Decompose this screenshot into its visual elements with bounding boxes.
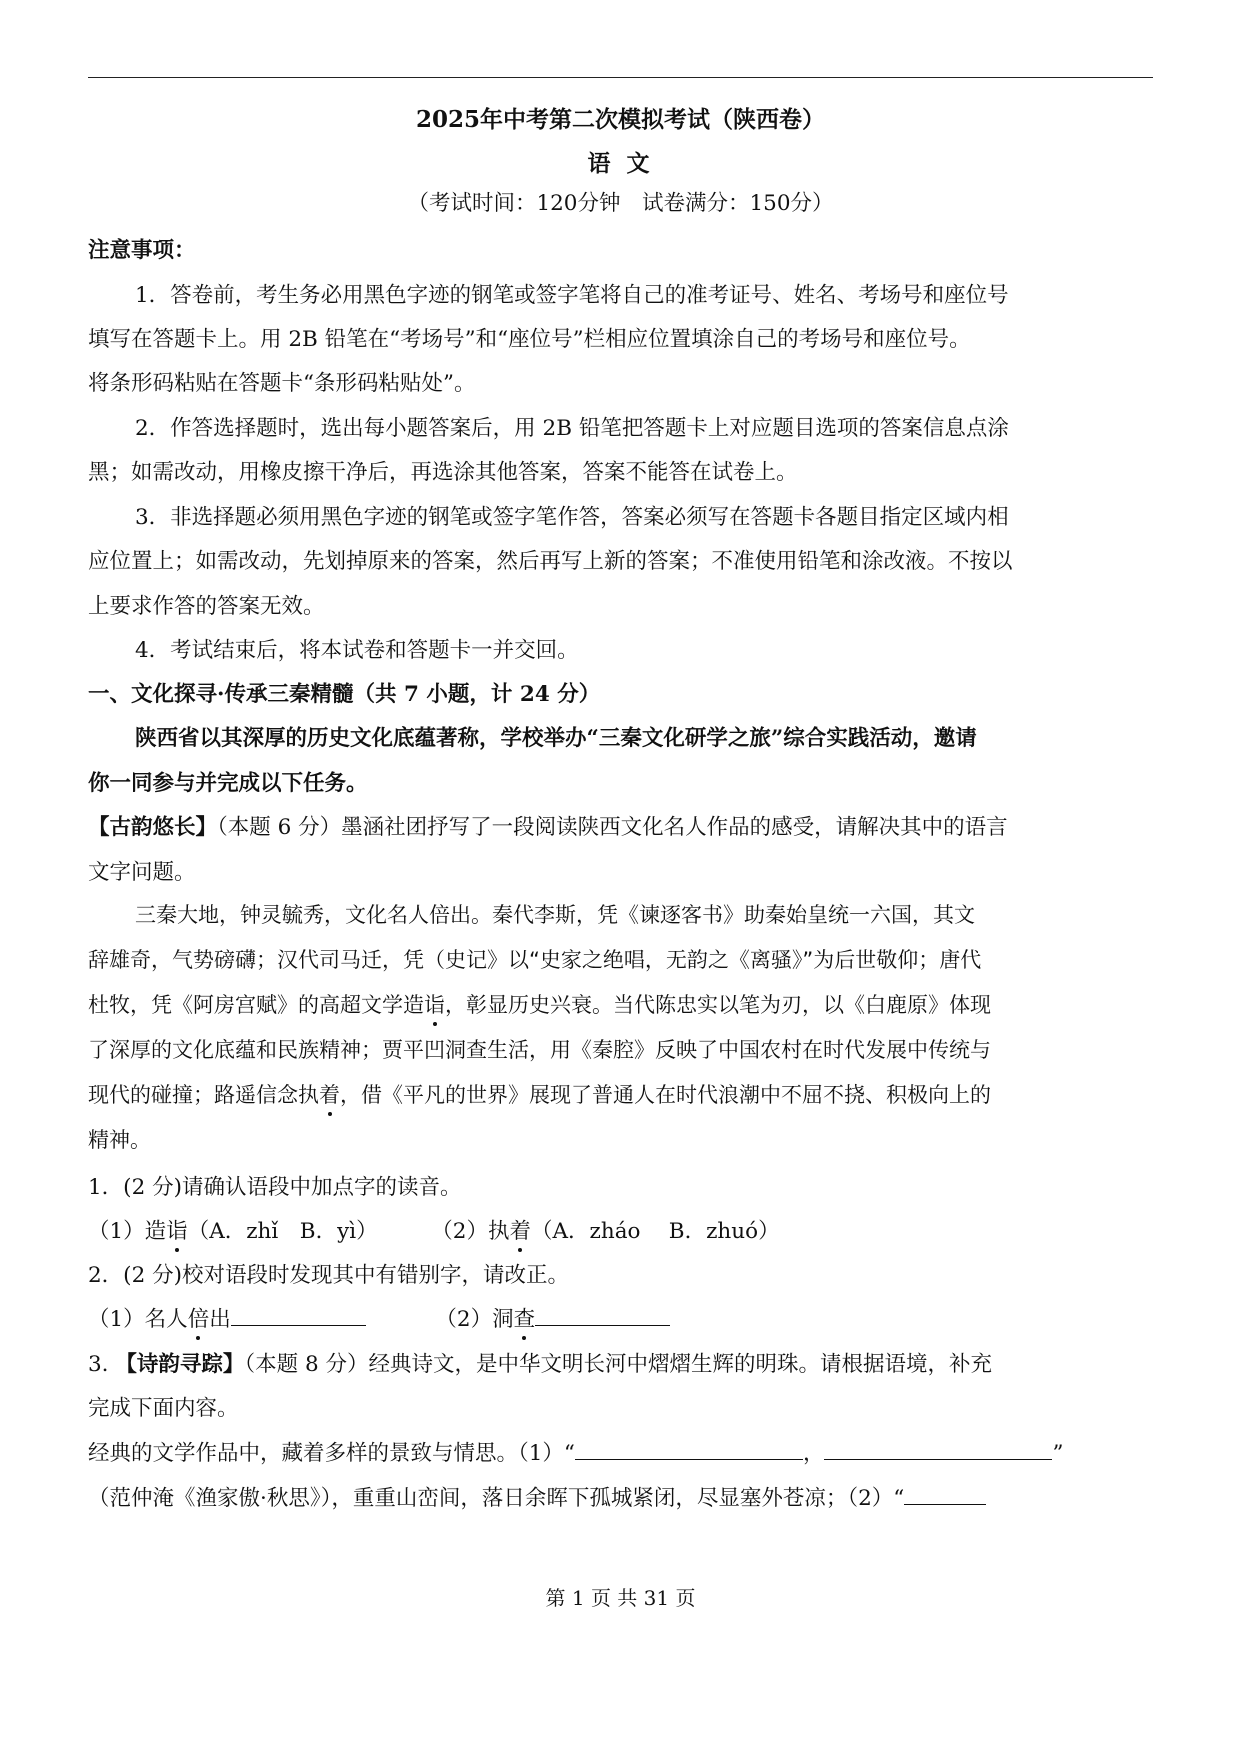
q2-option-1-tail: 出 [209,1307,231,1332]
note-line: 填写在答题卡上。用 2B 铅笔在“考场号”和“座位号”栏相应位置填涂自己的考场号和座位号。 [88,327,971,352]
q1-option-2: （2）执 [431,1219,510,1244]
q1-option-1: （1）造 [88,1219,167,1244]
answer-blank[interactable] [535,1305,670,1326]
section-intro: 你一同参与并完成以下任务。 [88,771,368,796]
passage-line: 了深厚的文化底蕴和民族精神；贾平凹洞查生活，用《秦腔》反映了中国农村在时代发展中传统与 [88,1038,991,1062]
passage-text: ，借《平凡的世界》展现了普通人在时代浪潮中不屈不挠、积极向上的 [340,1083,991,1107]
q3-fill-text: 经典的文学作品中，藏着多样的景致与情思。（1）“ [88,1441,575,1466]
passage-text: 杜牧，凭《阿房宫赋》的高超文学造 [88,993,424,1017]
task1-tag: 【古韵悠长】 [88,815,218,840]
note-line: 4．考试结束后，将本试卷和答题卡一并交回。 [135,638,579,663]
page-footer: 第 1 页 共 31 页 [545,1586,696,1610]
note-line: 上要求作答的答案无效。 [88,594,325,619]
note-line: 2．作答选择题时，选出每小题答案后，用 2B 铅笔把答题卡上对应题目选项的答案信息点涂 [135,416,1009,441]
answer-blank[interactable] [231,1305,366,1326]
exam-meta: （考试时间：120分钟 试卷满分：150分） [407,191,834,216]
q1-options [88,1214,1153,1245]
q3-fill-text: （范仲淹《渔家傲·秋思》），重重山峦间，落日余晖下孤城紧闭，尽显塞外苍凉；（2）“ [88,1486,905,1511]
exam-title: 2025年中考第二次模拟考试（陕西卷） [415,106,825,133]
answer-blank[interactable] [824,1439,1052,1460]
passage-line: 精神。 [88,1128,151,1152]
answer-blank[interactable] [904,1484,986,1505]
q1-option-1-choices: （A．zhǐ B．yì） [187,1219,378,1244]
q3-fill-text: ” [1052,1441,1064,1466]
q1-stem: 1．(2 分)请确认语段中加点字的读音。 [88,1175,462,1200]
passage-line: 辞雄奇，气势磅礴；汉代司马迁，凭（史记》以“史家之绝唱，无韵之《离骚》”为后世敬仰；唐代 [88,948,982,972]
section-heading: 一、文化探寻·传承三秦精髓（共 7 小题，计 24 分） [88,682,601,707]
q3-tag: 【诗韵寻踪】 [115,1352,245,1377]
note-line: 将条形码粘贴在答题卡“条形码粘贴处”。 [88,371,476,396]
q2-option-1: （1）名人 [88,1307,188,1332]
dotted-char: 倍 [188,1302,210,1333]
q3-number: 3. [88,1352,109,1377]
answer-blank[interactable] [575,1439,803,1460]
dotted-char: 着 [509,1214,531,1245]
passage-line [88,1079,1153,1109]
q3-fill-line [88,1481,1153,1512]
dotted-char: 诣 [166,1214,188,1245]
passage-text: 现代的碰撞；路遥信念执 [88,1083,319,1107]
section-intro: 陕西省以其深厚的历史文化底蕴著称，学校举办“三秦文化研学之旅”综合实践活动，邀请 [135,726,977,751]
header-rule [88,77,1153,78]
q3-line [88,1347,1153,1378]
note-line: 1．答卷前，考生务必用黑色字迹的钢笔或签字笔将自己的准考证号、姓名、考场号和座位号 [135,283,1009,308]
q1-option-2-choices: （A．zháo B．zhuó） [531,1219,780,1244]
task1-text: （本题 6 分）墨涵社团抒写了一段阅读陕西文化名人作品的感受，请解决其中的语言 [217,815,1008,840]
dotted-char: 查 [514,1302,536,1333]
q2-options [88,1302,1153,1333]
passage-line [88,989,1153,1019]
passage-line: 三秦大地，钟灵毓秀，文化名人倍出。秦代李斯，凭《谏逐客书》助秦始皇统一六国，其文 [135,903,975,927]
task1-text: 文字问题。 [88,860,196,885]
subject-title: 语 文 [587,150,654,177]
q3-text: 完成下面内容。 [88,1396,239,1421]
q2-stem: 2．(2 分)校对语段时发现其中有错别字，请改正。 [88,1263,569,1288]
q3-text: （本题 8 分）经典诗文，是中华文明长河中熠熠生辉的明珠。请根据语境，补充 [244,1352,992,1377]
notes-heading: 注意事项： [88,238,196,263]
note-line: 3．非选择题必须用黑色字迹的钢笔或签字笔作答，答案必须写在答题卡各题目指定区域内相 [135,505,1009,530]
dotted-char: 诣 [424,989,445,1019]
note-line: 应位置上；如需改动，先划掉原来的答案，然后再写上新的答案；不准使用铅笔和涂改液。不按以 [88,549,1013,574]
q3-fill-line [88,1436,1153,1467]
dotted-char: 着 [319,1079,340,1109]
q2-option-2: （2）洞 [435,1307,514,1332]
passage-text: ，彰显历史兴衰。当代陈忠实以笔为刃，以《白鹿原》体现 [445,993,991,1017]
task1-line [88,810,1153,841]
q3-fill-text: ， [802,1441,825,1466]
note-line: 黑；如需改动，用橡皮擦干净后，再选涂其他答案，答案不能答在试卷上。 [88,460,798,485]
